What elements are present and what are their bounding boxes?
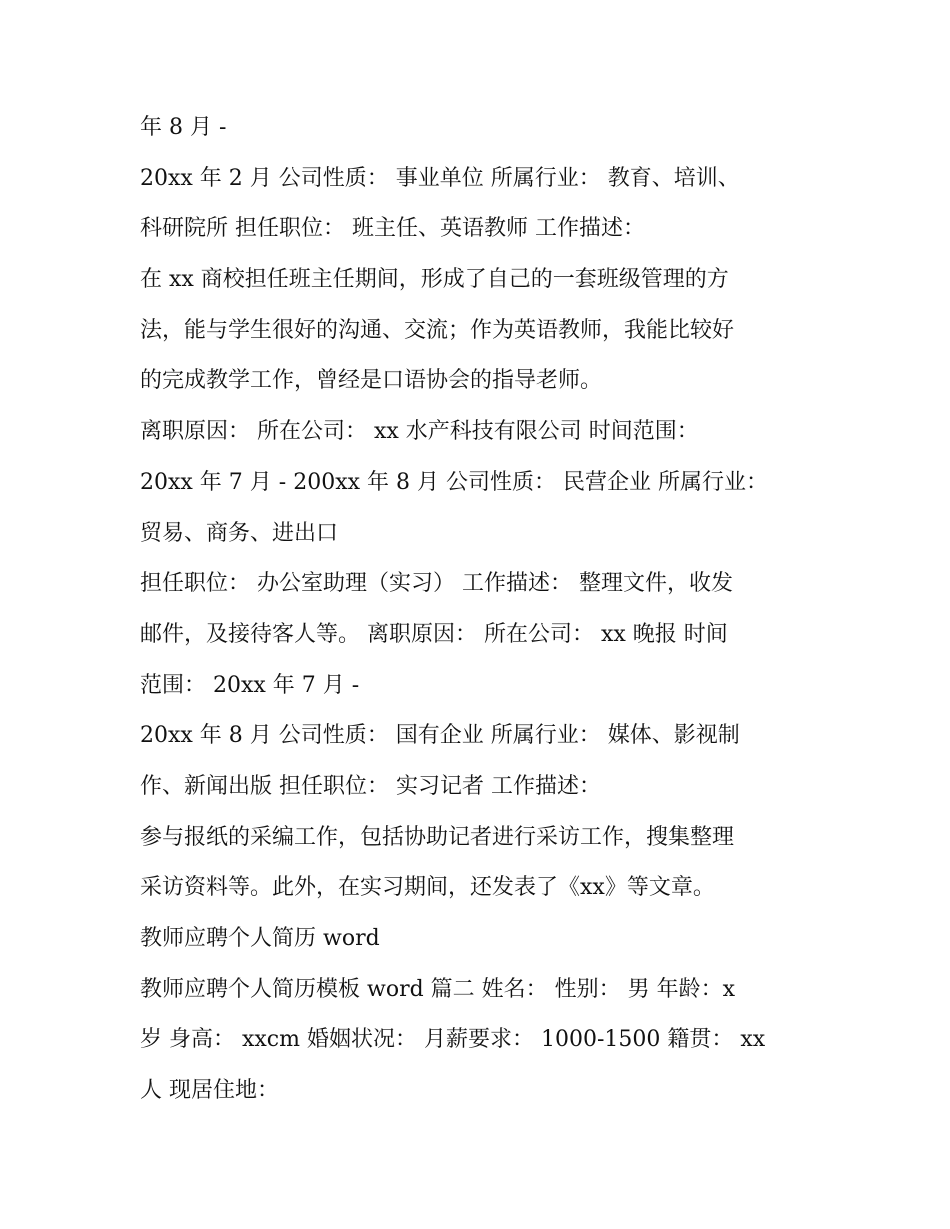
text-line-16: 采访资料等。此外，在实习期间，还发表了《xx》等文章。 bbox=[140, 875, 715, 901]
text-line-15: 参与报纸的采编工作，包括协助记者进行采访工作，搜集整理 bbox=[140, 824, 735, 850]
text-line-4: 在 xx 商校担任班主任期间，形成了自己的一套班级管理的方 bbox=[140, 267, 729, 293]
text-line-9: 贸易、商务、进出口 bbox=[140, 520, 339, 546]
text-line-11: 邮件，及接待客人等。 离职原因： 所在公司： xx 晚报 时间 bbox=[140, 621, 728, 647]
text-line-1: 年 8 月 - bbox=[140, 115, 227, 140]
text-line-12: 范围： 20xx 年 7 月 - bbox=[140, 672, 360, 698]
text-line-5: 法，能与学生很好的沟通、交流；作为英语教师，我能比较好 bbox=[140, 317, 735, 343]
text-line-3: 科研院所 担任职位： 班主任、英语教师 工作描述： bbox=[140, 216, 645, 242]
text-line-7: 离职原因： 所在公司： xx 水产科技有限公司 时间范围： bbox=[140, 419, 699, 445]
text-line-2: 20xx 年 2 月 公司性质： 事业单位 所属行业： 教育、培训、 bbox=[140, 165, 740, 191]
text-line-19: 岁 身高： xxcm 婚姻状况： 月薪要求： 1000-1500 籍贯： xx bbox=[140, 1027, 766, 1053]
text-line-17: 教师应聘个人简历 word bbox=[140, 926, 380, 951]
document-body bbox=[140, 103, 830, 1117]
text-line-10: 担任职位： 办公室助理（实习） 工作描述： 整理文件，收发 bbox=[140, 571, 733, 597]
text-line-8: 20xx 年 7 月 - 200xx 年 8 月 公司性质： 民营企业 所属行业： bbox=[140, 469, 768, 495]
text-line-13: 20xx 年 8 月 公司性质： 国有企业 所属行业： 媒体、影视制 bbox=[140, 723, 740, 749]
text-line-20: 人 现居住地： bbox=[140, 1078, 279, 1104]
text-line-14: 作、新闻出版 担任职位： 实习记者 工作描述： bbox=[140, 773, 601, 799]
text-line-18: 教师应聘个人简历模板 word 篇二 姓名： 性别： 男 年龄：x bbox=[140, 976, 736, 1002]
text-line-6: 的完成教学工作，曾经是口语协会的指导老师。 bbox=[140, 368, 603, 394]
